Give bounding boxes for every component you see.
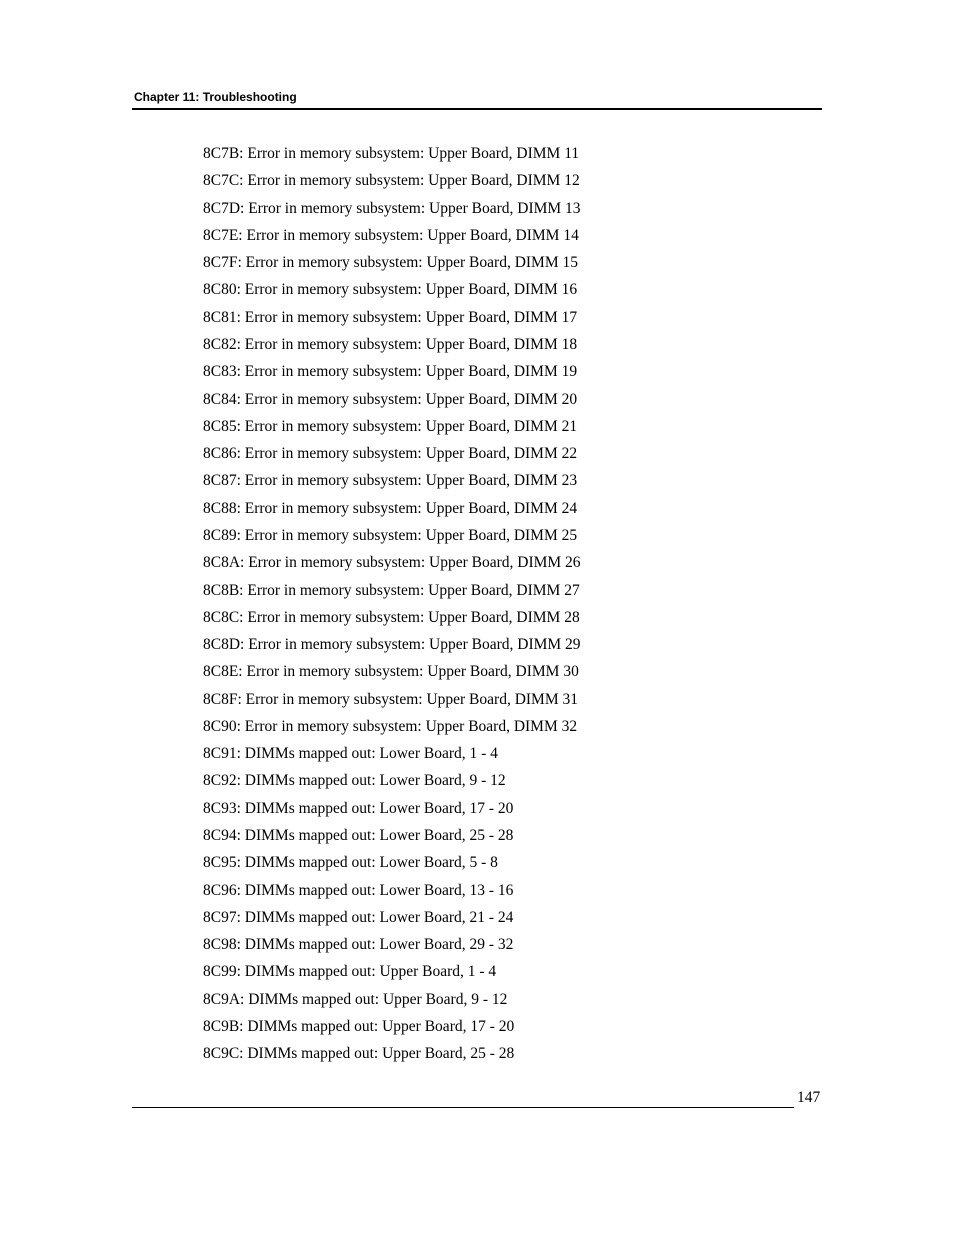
error-code-item: 8C8B: Error in memory subsystem: Upper Board, DIMM 27 bbox=[203, 581, 580, 599]
header-divider bbox=[132, 108, 822, 110]
error-code-item: 8C98: DIMMs mapped out: Lower Board, 29 - 32 bbox=[203, 936, 514, 954]
error-code-list bbox=[203, 144, 581, 1072]
error-code-item: 8C95: DIMMs mapped out: Lower Board, 5 - 8 bbox=[203, 854, 498, 872]
error-code-item: 8C87: Error in memory subsystem: Upper Board, DIMM 23 bbox=[203, 472, 578, 490]
error-code-item: 8C94: DIMMs mapped out: Lower Board, 25 - 28 bbox=[203, 827, 514, 845]
error-code-item: 8C7F: Error in memory subsystem: Upper Board, DIMM 15 bbox=[203, 254, 578, 272]
error-code-item: 8C99: DIMMs mapped out: Upper Board, 1 - 4 bbox=[203, 963, 497, 981]
error-code-item: 8C7E: Error in memory subsystem: Upper Board, DIMM 14 bbox=[203, 226, 579, 244]
error-code-item: 8C8A: Error in memory subsystem: Upper Board, DIMM 26 bbox=[203, 554, 581, 572]
error-code-item: 8C8E: Error in memory subsystem: Upper Board, DIMM 30 bbox=[203, 663, 579, 681]
error-code-item: 8C97: DIMMs mapped out: Lower Board, 21 - 24 bbox=[203, 908, 514, 926]
error-code-item: 8C8F: Error in memory subsystem: Upper Board, DIMM 31 bbox=[203, 690, 578, 708]
error-code-item: 8C84: Error in memory subsystem: Upper Board, DIMM 20 bbox=[203, 390, 578, 408]
error-code-item: 8C7D: Error in memory subsystem: Upper Board, DIMM 13 bbox=[203, 199, 581, 217]
error-code-item: 8C9A: DIMMs mapped out: Upper Board, 9 - 12 bbox=[203, 990, 508, 1008]
error-code-item: 8C80: Error in memory subsystem: Upper Board, DIMM 16 bbox=[203, 281, 578, 299]
error-code-item: 8C92: DIMMs mapped out: Lower Board, 9 - 12 bbox=[203, 772, 506, 790]
error-code-item: 8C8D: Error in memory subsystem: Upper Board, DIMM 29 bbox=[203, 636, 581, 654]
error-code-item: 8C9C: DIMMs mapped out: Upper Board, 25 - 28 bbox=[203, 1045, 515, 1063]
error-code-item: 8C86: Error in memory subsystem: Upper Board, DIMM 22 bbox=[203, 445, 578, 463]
footer-divider bbox=[132, 1107, 794, 1108]
error-code-item: 8C8C: Error in memory subsystem: Upper Board, DIMM 28 bbox=[203, 608, 580, 626]
error-code-item: 8C9B: DIMMs mapped out: Upper Board, 17 - 20 bbox=[203, 1018, 515, 1035]
error-code-item: 8C7B: Error in memory subsystem: Upper Board, DIMM 11 bbox=[203, 145, 580, 162]
error-code-item: 8C88: Error in memory subsystem: Upper Board, DIMM 24 bbox=[203, 499, 578, 517]
error-code-item: 8C83: Error in memory subsystem: Upper Board, DIMM 19 bbox=[203, 363, 578, 381]
error-code-item: 8C89: Error in memory subsystem: Upper Board, DIMM 25 bbox=[203, 526, 578, 544]
chapter-header: Chapter 11: Troubleshooting bbox=[134, 90, 297, 104]
error-code-item: 8C85: Error in memory subsystem: Upper Board, DIMM 21 bbox=[203, 417, 578, 435]
error-code-item: 8C82: Error in memory subsystem: Upper Board, DIMM 18 bbox=[203, 335, 578, 353]
page-number: 147 bbox=[797, 1089, 821, 1106]
error-code-item: 8C96: DIMMs mapped out: Lower Board, 13 - 16 bbox=[203, 881, 514, 899]
error-code-item: 8C7C: Error in memory subsystem: Upper Board, DIMM 12 bbox=[203, 172, 580, 190]
error-code-item: 8C91: DIMMs mapped out: Lower Board, 1 - 4 bbox=[203, 745, 498, 763]
error-code-item: 8C90: Error in memory subsystem: Upper Board, DIMM 32 bbox=[203, 717, 578, 735]
error-code-item: 8C81: Error in memory subsystem: Upper Board, DIMM 17 bbox=[203, 308, 578, 326]
error-code-item: 8C93: DIMMs mapped out: Lower Board, 17 - 20 bbox=[203, 799, 514, 817]
